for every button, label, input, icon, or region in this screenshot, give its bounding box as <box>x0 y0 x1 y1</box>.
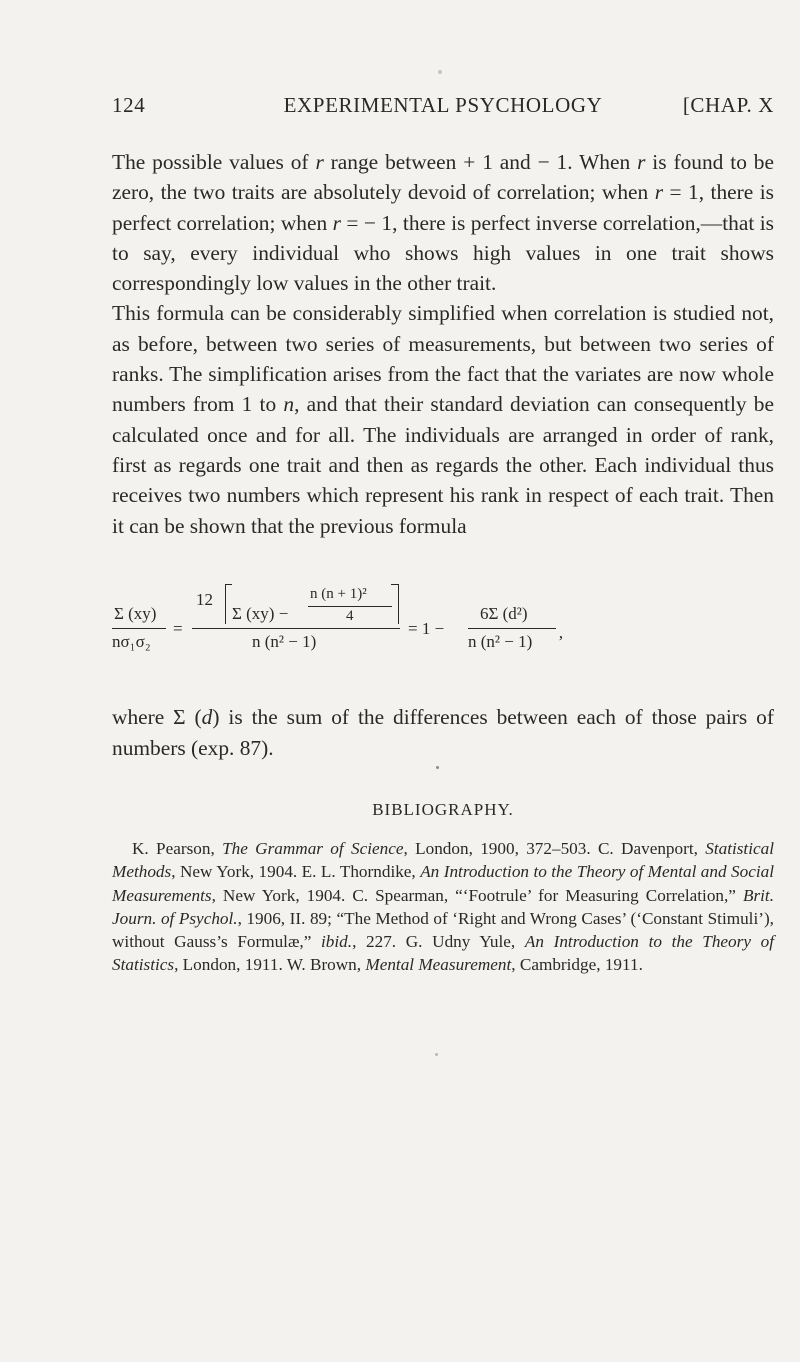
bibliography-run: , New York, 1904. C. Spearman, “‘Footrule’ for Measuring Correlation,” <box>211 885 743 905</box>
bibliography-run: An Introduction to the Theory of Statistics <box>112 932 774 975</box>
formula-lhs-numerator: Σ (xy) <box>114 604 157 623</box>
paragraph-1-run: The possible values of <box>112 150 316 174</box>
formula-inner-bar <box>308 606 392 607</box>
bibliography-run: Mental Measurement <box>365 955 512 975</box>
formula-mid-bar <box>192 628 400 629</box>
bibliography-run: , 227. G. Udny Yule, <box>352 932 525 952</box>
bibliography-run: , Cambridge, 1911. <box>511 955 643 975</box>
paragraph-3 <box>112 702 774 763</box>
paragraph-1-run: r <box>637 150 646 174</box>
page-speck <box>435 1053 438 1056</box>
formula-equals-1: = <box>173 619 183 638</box>
page-speck <box>438 70 442 74</box>
formula-equals-2: = 1 − <box>408 619 445 638</box>
bibliography-run: , London, 1911. W. Brown, <box>174 955 366 975</box>
formula-trailing-mark: ’ <box>558 632 564 651</box>
formula-bracket-right-top <box>391 584 398 585</box>
formula-rhs-denominator: n (n² − 1) <box>468 632 533 651</box>
bibliography-run: K. Pearson, <box>132 839 223 858</box>
paragraph-3-run: d <box>201 705 213 730</box>
paragraph-2-run: , and that their standard deviation can consequently be calculated once and for all. The individuals are arranged in order of rank, first as regards one trait and then as regards the other. Each individual thus receives two numbers which represent his rank in respect of each trait. Then it can be shown that the previous formula <box>112 392 774 538</box>
bibliography-run: An Introduction to the Theory of Mental and Social Measurements <box>112 862 774 905</box>
formula-mid-sum: Σ (xy) − <box>232 604 289 623</box>
bibliography-run: The Grammar of Science <box>222 839 404 858</box>
page-speck <box>436 766 439 769</box>
formula-lhs-bar <box>112 628 166 629</box>
formula-lhs-denominator: nσ₁σ₂ <box>112 632 151 651</box>
formula-rhs-bar <box>468 628 556 629</box>
running-header <box>112 93 774 123</box>
bibliography-run: , New York, 1904. E. L. Thorndike, <box>171 862 421 882</box>
paragraph-1-run: r <box>654 180 664 205</box>
formula-inner-denominator: 4 <box>346 608 354 624</box>
paragraph-2-run: This formula can be considerably simplified when correlation is studied not, as before, between two series of measurements, but between two series of ranks. The simplification arises from the fact that the variates are now whole numbers from 1 to <box>112 301 774 417</box>
bibliography-heading: BIBLIOGRAPHY. <box>372 800 514 819</box>
rank-correlation-formula <box>112 586 774 680</box>
paragraph-1-run: = 1, there is perfect correlation; when <box>112 180 774 235</box>
paragraph-1-run: r <box>315 150 324 174</box>
bibliography-run: , 1906, II. 89; “The Method of ‘Right and Wrong Cases’ (‘Constant Stimuli’), without Gauss’s Formulæ,” <box>112 908 774 952</box>
bibliography-run: , London, 1900, 372–503. C. Davenport, <box>403 839 706 858</box>
paragraph-2-run: n <box>283 392 295 417</box>
page-number: 124 <box>112 93 146 117</box>
paragraph-1-run: range between + 1 and − 1. When <box>323 150 638 174</box>
paragraph-1-run: = − 1, there is perfect inverse correlation,—that is to say, every individual who shows high values in one trait shows correspondingly low values in the other trait. <box>112 210 774 296</box>
paragraph-3-run: ) is the sum of the differences between each of those pairs of numbers (exp. 87). <box>112 705 774 760</box>
formula-bracket-right <box>398 584 399 624</box>
chapter-label: [CHAP. X <box>682 93 774 117</box>
paragraph-1-run: r <box>332 210 341 235</box>
body-text <box>112 147 774 541</box>
formula-coefficient: 12 <box>196 590 213 609</box>
formula-mid-denominator: n (n² − 1) <box>252 632 317 651</box>
paragraph-1-run: is found to be zero, the two traits are absolutely devoid of correlation; when <box>112 150 774 205</box>
paragraph-1 <box>112 147 774 298</box>
formula-inner-numerator: n (n + 1)² <box>310 586 367 602</box>
paragraph-2 <box>112 298 774 540</box>
bibliography-run: Brit. Journ. of Psychol. <box>112 885 774 928</box>
formula-bracket-left <box>225 584 226 624</box>
formula-rhs-numerator: 6Σ (d²) <box>480 604 528 623</box>
bibliography-run: Statistical Methods <box>112 839 774 882</box>
bibliography-run: ibid. <box>321 932 353 952</box>
running-title: EXPERIMENTAL PSYCHOLOGY <box>283 93 603 117</box>
paragraph-3-run: where Σ ( <box>112 705 202 730</box>
formula-bracket-left-top <box>225 584 232 585</box>
bibliography-entries <box>112 837 774 977</box>
bibliography <box>112 837 774 977</box>
